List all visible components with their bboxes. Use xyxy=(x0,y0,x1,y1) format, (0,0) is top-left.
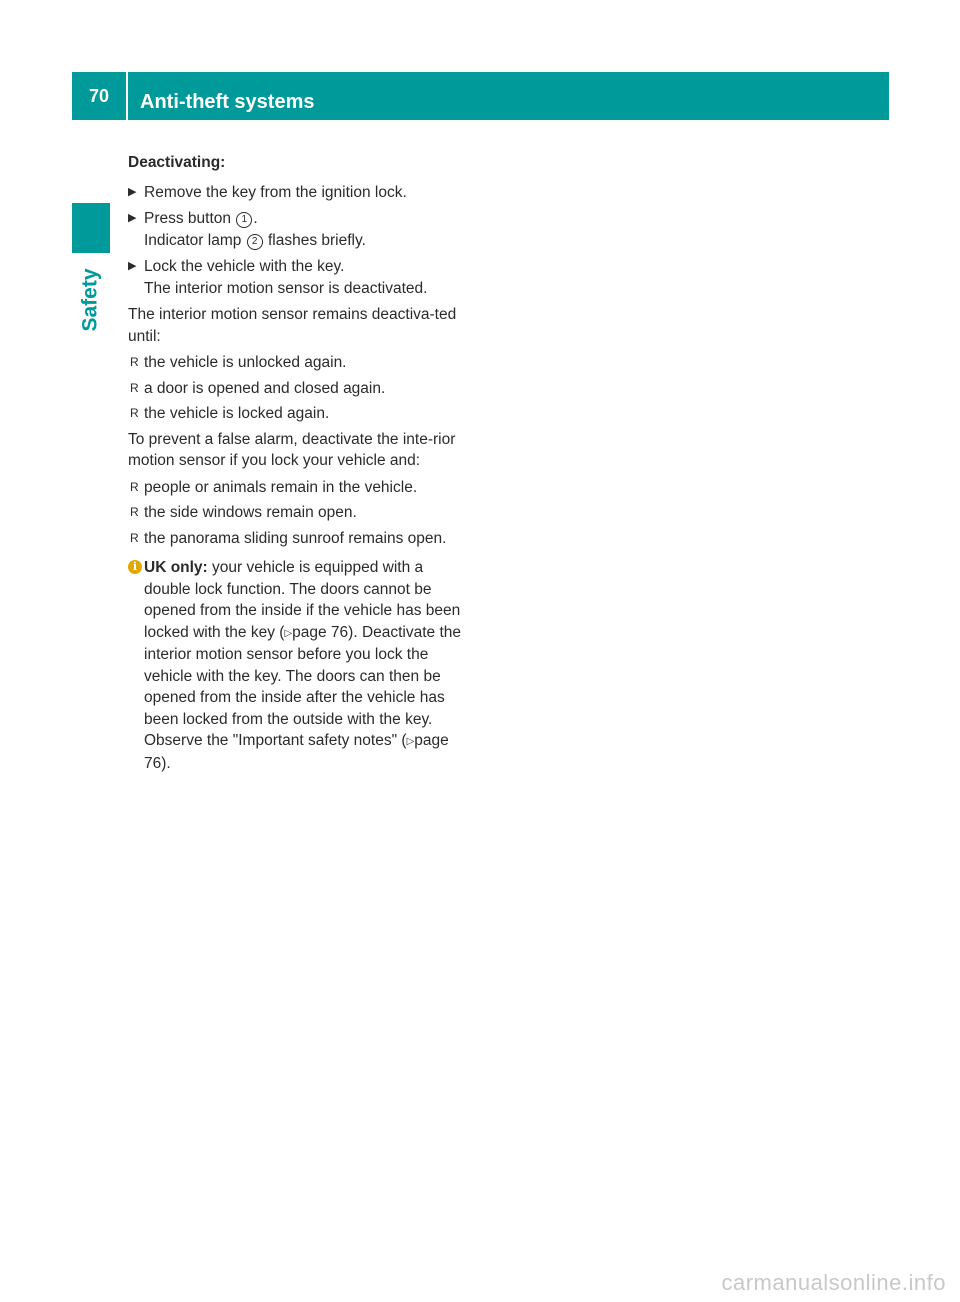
instruction-step: ▶ Press button 1 . Indicator lamp 2 flashes briefly. xyxy=(128,208,468,251)
list-item: R the vehicle is unlocked again. xyxy=(128,352,468,374)
instruction-step: ▶ Lock the vehicle with the key. The interior motion sensor is deactivated. xyxy=(128,256,468,299)
step-arrow-icon: ▶ xyxy=(128,185,137,198)
info-note: i UK only: your vehicle is equipped with a double lock function. The doors cannot be opened from the inside if the vehicle has been locked with the key (▷page 76). Deactivate the interior motion sensor before you lock the vehicle with the key. The doors can then be opened from the inside after the vehicle has been locked from the outside with the key. Observe the "Important safety notes" (▷page 76). xyxy=(128,557,468,774)
list-item: R people or animals remain in the vehicle. xyxy=(128,477,468,499)
list-item: R the panorama sliding sunroof remains open. xyxy=(128,528,468,550)
main-content xyxy=(128,152,468,774)
page-ref-arrow-icon: ▷ xyxy=(284,627,293,639)
watermark: carmanualsonline.info xyxy=(721,1270,946,1295)
bullet-icon: R xyxy=(130,505,139,519)
paragraph: The interior motion sensor remains deactiva-ted until: xyxy=(128,306,457,345)
list-item: R the side windows remain open. xyxy=(128,502,468,524)
callout-number-icon: 2 xyxy=(247,234,263,250)
section-title: Anti-theft systems xyxy=(140,91,315,113)
bullet-icon: R xyxy=(130,355,139,369)
bullet-icon: R xyxy=(130,380,139,395)
step-result: The interior motion sensor is deactivated. xyxy=(144,279,428,297)
list-item: R the vehicle is locked again. xyxy=(128,403,468,425)
page-reference-link[interactable]: page 76 xyxy=(144,732,449,772)
list-item: R a door is opened and closed again. xyxy=(128,378,468,400)
step-arrow-icon: ▶ xyxy=(128,212,137,224)
callout-number-icon: 1 xyxy=(236,212,252,228)
side-tab-label: Safety xyxy=(79,268,102,332)
page-reference-link[interactable]: page 76 xyxy=(292,623,349,641)
header-divider xyxy=(126,72,128,120)
paragraph: To prevent a false alarm, deactivate the inte-rior motion sensor if you lock your vehicle and: xyxy=(128,430,456,469)
bullet-icon: R xyxy=(130,479,139,494)
page-ref-arrow-icon: ▷ xyxy=(406,736,415,747)
bullet-icon: R xyxy=(130,406,139,420)
info-icon: i xyxy=(128,560,142,574)
section-heading: Deactivating: xyxy=(128,154,226,171)
side-tab-marker xyxy=(72,203,110,253)
step-result: Indicator lamp 2 flashes briefly. xyxy=(144,231,366,249)
page-number: 70 xyxy=(88,86,110,106)
instruction-step: ▶ Remove the key from the ignition lock. xyxy=(128,182,468,204)
step-arrow-icon: ▶ xyxy=(128,260,137,272)
bullet-icon: R xyxy=(130,530,139,545)
